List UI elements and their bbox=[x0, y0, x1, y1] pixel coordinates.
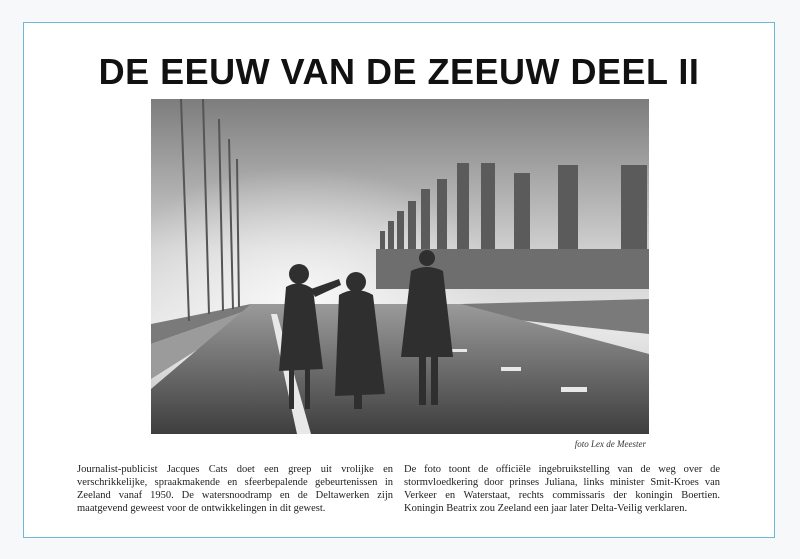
photo-credit: foto Lex de Meester bbox=[574, 439, 646, 449]
caption-photo-description: De foto toont de officiële ingebruikstelling van de weg over de stormvloedkering door prinses Juliana, links minister Smit-Kroes van Verkeer en Waterstaat, rechts commissaris der koningin Boertien. Koningin Beatrix zou Zeeland een jaar later Delta-Veilig verklaren. bbox=[404, 464, 720, 514]
photo-storm-surge-barrier bbox=[151, 99, 649, 434]
page-title: DE EEUW VAN DE ZEEUW DEEL II bbox=[98, 51, 700, 92]
page-sheet bbox=[23, 22, 775, 538]
caption-intro: Journalist-publicist Jacques Cats doet een greep uit vrolijke en verschrikkelijke, spraakmakende en sfeerbepalende gebeurtenissen in Zeeland vanaf 1950. De watersnoodramp en de Deltawerken zijn maatgevend geweest voor de ontwikkelingen in dit gewest. bbox=[77, 464, 393, 514]
photo-illustration bbox=[151, 99, 649, 434]
